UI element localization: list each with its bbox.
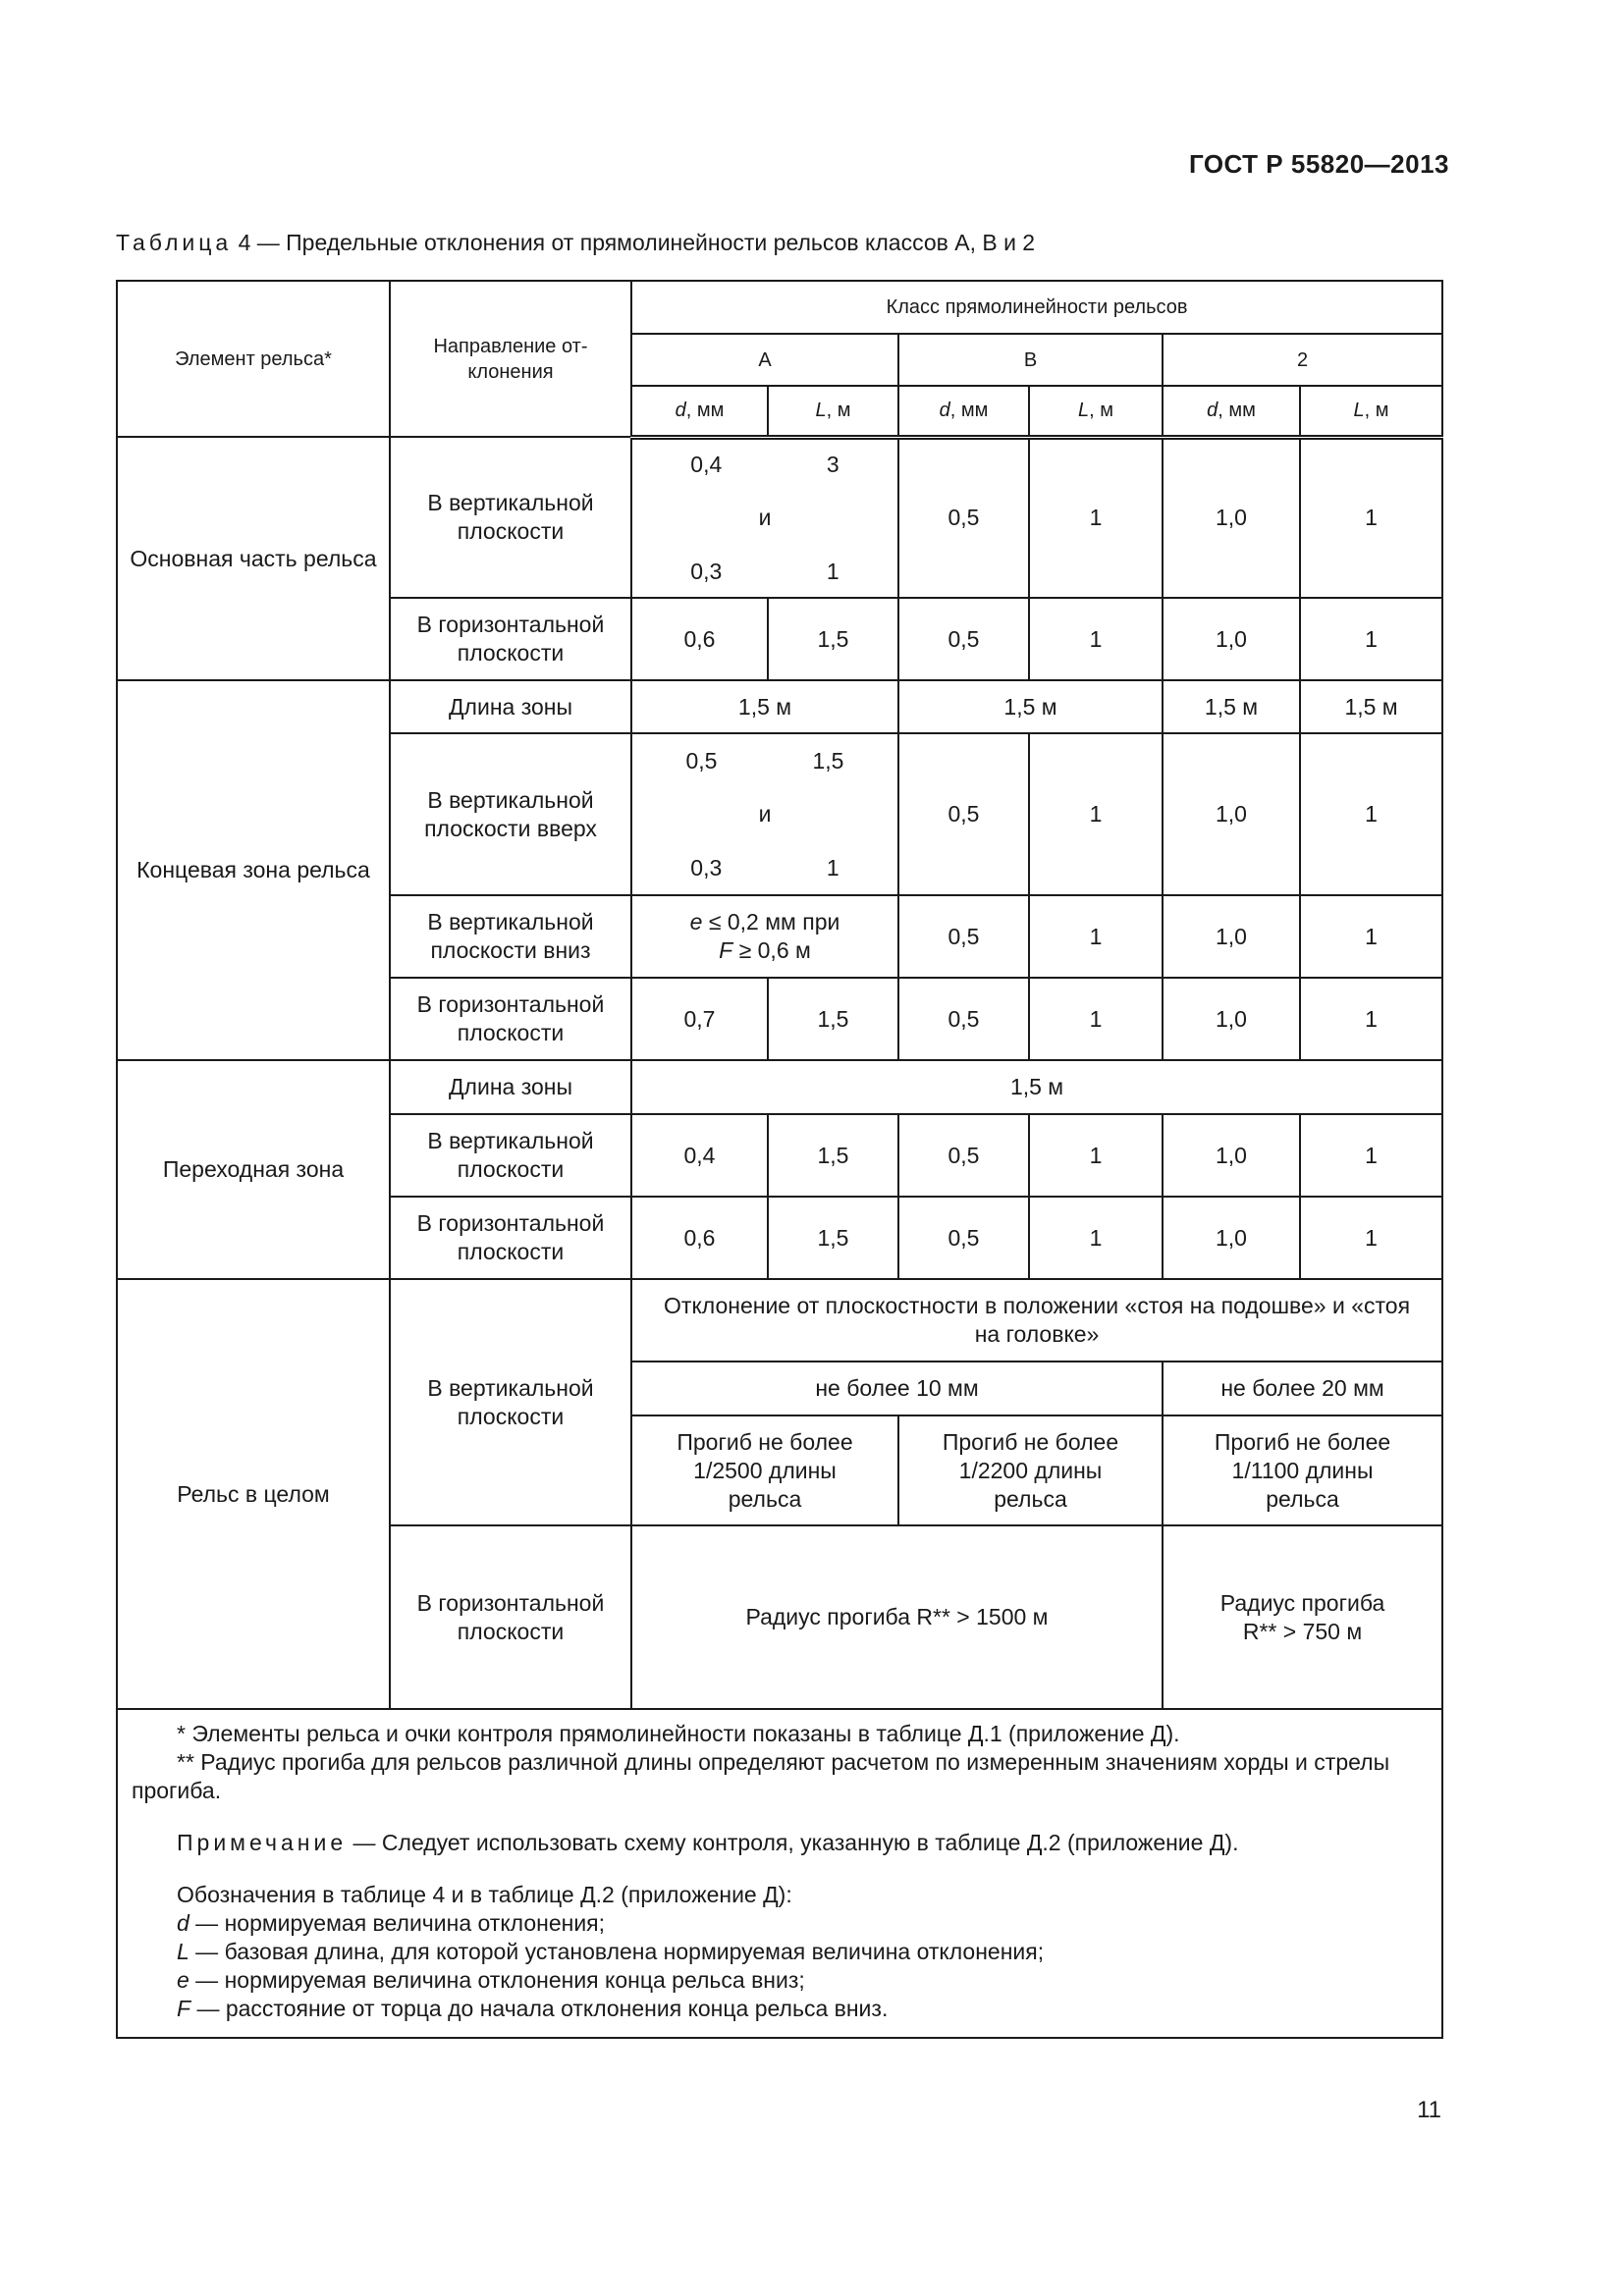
l-unit: , м	[1089, 400, 1113, 422]
header-element: Элемент рельса*	[117, 281, 390, 437]
note-text: — Следует использовать схему контроля, указанную в таблице Д.2 (приложение Д).	[347, 1830, 1239, 1855]
main-horizontal-label: В горизонтальной плоскости	[390, 598, 631, 680]
header-class-group: Класс прямолинейности рельсов	[631, 281, 1442, 334]
caption-text: 4 — Предельные отклонения от прямолинейности рельсов классов А, В и 2	[238, 230, 1036, 255]
legend-text: — базовая длина, для которой установлена нормируемая величина отклонения;	[189, 1939, 1045, 1964]
and-label: и	[758, 505, 772, 531]
l-symbol: L	[1353, 400, 1365, 422]
end-horizontal-a-l: 1,5	[768, 978, 898, 1060]
note-prefix: Примечание	[177, 1830, 348, 1855]
e-symbol: e	[689, 909, 703, 934]
header-2-d	[1163, 386, 1300, 437]
transition-horizontal-a-d: 0,6	[631, 1197, 768, 1279]
end-length-2-l: 1,5 м	[1300, 680, 1442, 733]
value-d1: 0,4	[690, 451, 723, 477]
value-l1: 1,5	[812, 747, 844, 774]
main-horizontal-b-d: 0,5	[898, 598, 1029, 680]
whole-2-radius: Радиус прогиба R** > 750 м	[1163, 1525, 1442, 1709]
transition-horizontal-a-l: 1,5	[768, 1197, 898, 1279]
end-horizontal-2-d: 1,0	[1163, 978, 1300, 1060]
d-unit: , мм	[949, 400, 989, 422]
and-label: и	[758, 801, 772, 827]
end-vertical-up-b-l: 1	[1029, 733, 1163, 895]
whole-2-sag: Прогиб не более 1/1100 длины рельса	[1163, 1415, 1442, 1525]
transition-horizontal-label: В горизонтальной плоскости	[390, 1197, 631, 1279]
main-horizontal-a-l: 1,5	[768, 598, 898, 680]
whole-a-sag: Прогиб не более 1/2500 длины рельса	[631, 1415, 898, 1525]
main-horizontal-2-d: 1,0	[1163, 598, 1300, 680]
value-l2: 1	[826, 854, 839, 881]
whole-2-limit: не более 20 мм	[1163, 1362, 1442, 1415]
main-vertical-b-d: 0,5	[898, 437, 1029, 598]
legend-item	[177, 1909, 1428, 1938]
transition-horizontal-b-d: 0,5	[898, 1197, 1029, 1279]
transition-horizontal-2-d: 1,0	[1163, 1197, 1300, 1279]
transition-vertical-b-l: 1	[1029, 1114, 1163, 1197]
end-vertical-up-b-d: 0,5	[898, 733, 1029, 895]
end-horizontal-2-l: 1	[1300, 978, 1442, 1060]
main-horizontal-2-l: 1	[1300, 598, 1442, 680]
whole-flatness: Отклонение от плоскостности в положении «стоя на подошве» и «стоя на головке»	[631, 1279, 1442, 1362]
end-vertical-up-2-d: 1,0	[1163, 733, 1300, 895]
end-vertical-up-2-l: 1	[1300, 733, 1442, 895]
l-unit: , м	[1364, 400, 1389, 422]
value-l2: 1	[826, 558, 839, 584]
transition-vertical-2-d: 1,0	[1163, 1114, 1300, 1197]
main-vertical-2-d: 1,0	[1163, 437, 1300, 598]
legend-text: — нормируемая величина отклонения конца рельса вниз;	[189, 1967, 805, 1993]
d-symbol: d	[1207, 400, 1218, 422]
transition-vertical-a-l: 1,5	[768, 1114, 898, 1197]
end-vertical-up-label: В вертикальной плоскости вверх	[390, 733, 631, 895]
e-condition: ≤ 0,2 мм при	[702, 909, 840, 934]
d-symbol: d	[675, 400, 686, 422]
legend-symbol: L	[177, 1939, 189, 1964]
l-unit: , м	[826, 400, 851, 422]
end-vertical-down-b-l: 1	[1029, 895, 1163, 978]
footnote-2: ** Радиус прогиба для рельсов различной длины определяют расчетом по измеренным значениям хорды и стрелы прогиба.	[132, 1749, 1390, 1803]
d-unit: , мм	[685, 400, 725, 422]
header-a-l	[768, 386, 898, 437]
legend-item	[177, 1995, 1428, 2023]
header-b-d	[898, 386, 1029, 437]
end-length-label: Длина зоны	[390, 680, 631, 733]
row-end-zone-label: Концевая зона рельса	[117, 680, 390, 1060]
main-horizontal-a-d: 0,6	[631, 598, 768, 680]
main-vertical-a	[631, 437, 898, 598]
header-a-d	[631, 386, 768, 437]
value-d2: 0,3	[690, 558, 723, 584]
legend-item	[177, 1966, 1428, 1995]
d-symbol: d	[939, 400, 950, 422]
whole-ab-radius: Радиус прогиба R** > 1500 м	[631, 1525, 1163, 1709]
l-symbol: L	[1078, 400, 1090, 422]
l-symbol: L	[815, 400, 827, 422]
f-symbol: F	[719, 937, 733, 963]
deviation-table	[116, 280, 1443, 2039]
standard-header: ГОСТ Р 55820—2013	[1188, 149, 1449, 179]
end-horizontal-a-d: 0,7	[631, 978, 768, 1060]
table-caption	[116, 230, 1035, 256]
transition-length-value: 1,5 м	[631, 1060, 1442, 1114]
value-d2: 0,3	[690, 854, 723, 881]
end-vertical-down-b-d: 0,5	[898, 895, 1029, 978]
transition-horizontal-2-l: 1	[1300, 1197, 1442, 1279]
main-vertical-b-l: 1	[1029, 437, 1163, 598]
header-2-l	[1300, 386, 1442, 437]
header-class-a: A	[631, 334, 898, 386]
row-transition-label: Переходная зона	[117, 1060, 390, 1279]
header-class-b: B	[898, 334, 1163, 386]
end-vertical-down-2-l: 1	[1300, 895, 1442, 978]
whole-ab-limit: не более 10 мм	[631, 1362, 1163, 1415]
transition-vertical-label: В вертикальной плоскости	[390, 1114, 631, 1197]
legend-symbol: d	[177, 1910, 189, 1936]
end-vertical-down-2-d: 1,0	[1163, 895, 1300, 978]
legend-text: — нормируемая величина отклонения;	[189, 1910, 606, 1936]
end-vertical-down-label: В вертикальной плоскости вниз	[390, 895, 631, 978]
row-main-label: Основная часть рельса	[117, 437, 390, 680]
transition-vertical-2-l: 1	[1300, 1114, 1442, 1197]
caption-prefix: Таблица	[116, 230, 233, 255]
transition-horizontal-b-l: 1	[1029, 1197, 1163, 1279]
main-vertical-2-l: 1	[1300, 437, 1442, 598]
end-length-a: 1,5 м	[631, 680, 898, 733]
row-whole-label: Рельс в целом	[117, 1279, 390, 1709]
whole-vertical-label: В вертикальной плоскости	[390, 1279, 631, 1525]
main-vertical-label: В вертикальной плоскости	[390, 437, 631, 598]
transition-vertical-a-d: 0,4	[631, 1114, 768, 1197]
legend-symbol: e	[177, 1967, 189, 1993]
end-length-2-d: 1,5 м	[1163, 680, 1300, 733]
value-l1: 3	[826, 451, 839, 477]
end-length-b: 1,5 м	[898, 680, 1163, 733]
header-b-l	[1029, 386, 1163, 437]
f-condition: ≥ 0,6 м	[732, 937, 811, 963]
transition-vertical-b-d: 0,5	[898, 1114, 1029, 1197]
main-horizontal-b-l: 1	[1029, 598, 1163, 680]
end-vertical-down-a	[631, 895, 898, 978]
value-d1: 0,5	[685, 747, 718, 774]
end-vertical-up-a	[631, 733, 898, 895]
legend-item	[177, 1938, 1428, 1966]
table-notes	[117, 1709, 1442, 2038]
legend-symbol: F	[177, 1996, 191, 2021]
whole-b-sag: Прогиб не более 1/2200 длины рельса	[898, 1415, 1163, 1525]
end-horizontal-b-l: 1	[1029, 978, 1163, 1060]
end-horizontal-label: В горизонтальной плоскости	[390, 978, 631, 1060]
legend-title: Обозначения в таблице 4 и в таблице Д.2 (приложение Д):	[177, 1882, 792, 1907]
footnote-1: * Элементы рельса и очки контроля прямолинейности показаны в таблице Д.1 (приложение Д).	[177, 1721, 1180, 1746]
d-unit: , мм	[1218, 400, 1256, 422]
transition-length-label: Длина зоны	[390, 1060, 631, 1114]
legend-text: — расстояние от торца до начала отклонения конца рельса вниз.	[190, 1996, 889, 2021]
page-number: 11	[1417, 2097, 1441, 2123]
note	[132, 1829, 1428, 1857]
end-horizontal-b-d: 0,5	[898, 978, 1029, 1060]
whole-horizontal-label: В горизонтальной плоскости	[390, 1525, 631, 1709]
header-class-2: 2	[1163, 334, 1442, 386]
header-direction: Направление от-клонения	[390, 281, 631, 437]
